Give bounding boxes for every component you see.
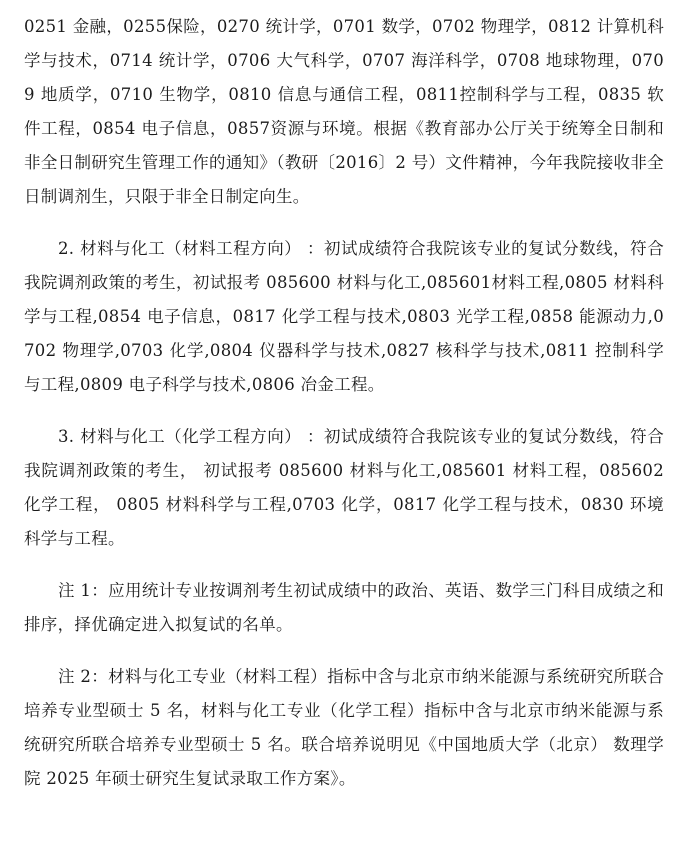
paragraph-note-1: 注 1：应用统计专业按调剂考生初试成绩中的政治、英语、数学三门科目成绩之和排序，择优确定进入拟复试的名单。	[24, 581, 664, 634]
paragraph-chemical-engineering: 3. 材料与化工（化学工程方向） ：初试成绩符合我院该专业的复试分数线，符合我院调剂政策的考生， 初试报考 085600 材料与化工,085601 材料工程，085602化学工程， 0805 材料科学与工程,0703 化学，0817 化学工程与技术，0830 环境科学与工程。	[24, 427, 664, 548]
paragraph-subject-list-continued: 0251 金融，0255保险，0270 统计学，0701 数学，0702 物理学，0812 计算机科学与技术，0714 统计学，0706 大气科学，0707 海洋科学，0708 地球物理，0709 地质学，0710 生物学，0810 信息与通信工程，0811控制科学与工程，0835 软件工程，0854 电子信息，0857资源与环境。根据《教育部办公厅关于统筹全日制和非全日制研究生管理工作的通知》（教研〔2016〕2 号）文件精神，今年我院接收非全日制调剂生，只限于非全日制定向生。	[24, 17, 664, 206]
document-page	[24, 10, 664, 796]
paragraph-materials-engineering: 2. 材料与化工（材料工程方向） ：初试成绩符合我院该专业的复试分数线，符合我院调剂政策的考生，初试报考 085600 材料与化工,085601材料工程,0805 材料科学与工程,0854 电子信息，0817 化学工程与技术,0803 光学工程,0858 能源动力,0702 物理学,0703 化学,0804 仪器科学与技术,0827 核科学与技术,0811 控制科学与工程,0809 电子科学与技术,0806 冶金工程。	[24, 239, 664, 394]
paragraph-note-2: 注 2：材料与化工专业（材料工程）指标中含与北京市纳米能源与系统研究所联合培养专业型硕士 5 名，材料与化工专业（化学工程）指标中含与北京市纳米能源与系统研究所联合培养专业型硕士 5 名。联合培养说明见《中国地质大学（北京） 数理学院 2025 年硕士研究生复试录取工作方案》。	[24, 667, 664, 788]
